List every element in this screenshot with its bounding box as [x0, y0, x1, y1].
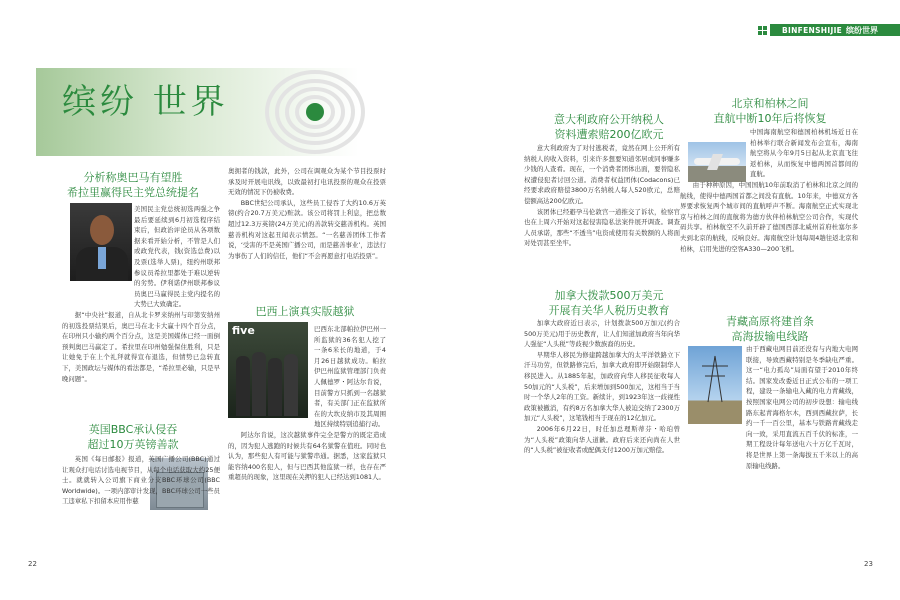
beijing-berlin-text	[680, 127, 858, 254]
canada-title	[514, 288, 704, 318]
obama-title-line1: 分析称奥巴马有望胜	[83, 171, 183, 184]
five-paragraph-1: 巴西东北部帕拉伊巴州一所监狱的36名犯人挖了一条6米长的地道，于4月26日越狱成功。帕拉伊巴州监狱管理部门负责人佩德罗・阿达尔肯说，目前警方只抓到一名越狱者，有关部门正在监狱所在的大坎皮纳市及其周围地区持续特别追捕行动。	[314, 325, 386, 429]
tibet-title	[680, 314, 860, 344]
obama-title-line2: 希拉里赢得民主党总统提名	[67, 186, 199, 199]
header-squares	[758, 26, 768, 35]
banner-title: 缤纷 世界	[62, 82, 229, 122]
obama-paragraph-4: BBC世纪公司承认，这些员工侵吞了大约10.6万英镑(约合20.7万美元)赃款。该公司将罚上利息，把总数超过12.3万英镑(24万美元)的善款转交慈善机构。英国慈善机构对这起丑闻表示愤怒。“一名慈善团体工作者说，‘受害的不是英国广播公司，而是慈善事业’，违法行为事伤了人们的信任，他们“不会再愿意打电话投票”。	[228, 198, 386, 260]
canada-paragraph-3: 2006年6月22日，时任加总理斯蒂芬・哈珀曾为“人头税”政策向华人道歉。政府后来还向尚在人世的“人头税”被征收者或配偶支付1200万加元赔偿。	[524, 424, 680, 455]
bbc-title-line2: 超过10万英镑善款	[87, 438, 179, 451]
canada-paragraph-2: 早期华人移民为修建跨越加拿大的太平洋铁路立下汗马功劳，但铁路修完后，加拿大政府即开始限制华人移民进入。从1885年起，加政府向华人移民征收每人50加元的“人头税”，后来增加到500加元，这相当于当时一个华人2年的工资。新续计，到1923年这一歧视性政策被撤消，有约8万名加拿大华人被迫交纳了2300万加元“人头税”，这笔钱相当于现在的12亿加元。	[524, 350, 680, 423]
spiral-circles-icon	[235, 60, 365, 160]
italy-title-line2: 资料遭索赔200亿欧元	[554, 128, 664, 141]
page-number-right: 23	[864, 560, 873, 568]
obama-text	[62, 204, 220, 384]
obama-paragraph-1: 美国民主党总统初选两强之争最后要延续到6月初选程序结束后，但政治评论员从各项数据来看开始分析，不管是人们或政党代表，钱(资选总费)以及票(选举人票)，纽约州联邦参议员希拉里都处于难以逆转的劣势。伊利诺伊州联邦参议员奥巴马赢得民主党内提名的大势已大致确定。	[134, 205, 220, 309]
bbc-paragraph-1: 英国《每日邮报》报道，英国广播公司(BBC)通过让观众打电话讨选电视节目，从每个电话获取大约25便士。就就转入公司旗下商业分支BBC环球公司(BBC Worldwide)。一项内部审计发现，BBC环球公司一些员工违章私下扣留本应用作慈	[62, 455, 220, 506]
beijing-berlin-title	[680, 96, 860, 126]
five-text	[228, 324, 386, 483]
canada-title-line2: 开展有关华人税历史教育	[548, 304, 670, 317]
tibet-title-line2: 高海拔输电线路	[731, 330, 809, 343]
italy-title-line1: 意大利政府公开纳税人	[554, 113, 664, 126]
page-number-left: 22	[28, 560, 37, 568]
obama-paragraph-3: 奥拥者的钱款，此外，公司在调观众为某个节目投票时承及时开展电讯线，以致最初打电讯投票的观众在投票无效的情况下仍被收费。	[228, 167, 386, 197]
canada-title-line1: 加拿大拨款500万美元	[554, 289, 664, 302]
italy-paragraph-2: 该团体已经避孕马伦敦宫一道推交了诉状，检察官也在上周六开始对这起侵害隐私法案件展开调查。调查人员承诺，那些“不透当”电资成使用有关数额的人将面对处罚甚至坐牢。	[524, 207, 680, 248]
tibet-text	[680, 344, 858, 471]
tibet-title-line1: 青藏高原将建首条	[726, 315, 814, 328]
bbc-title	[38, 422, 228, 452]
canada-paragraph-1: 加拿大政府近日表示，计划拨款500万加元(约合500万美元)用于历史教育，让人们知道加政府当年向华人强征“人头税”等歧视少数族裔的历史。	[524, 319, 680, 349]
five-title: 巴西上演真实版越狱	[255, 305, 355, 318]
five-paragraph-2: 阿达尔肯说，这次越狱事件完全是警方的既定造成的，因为犯人逃跑的时候共有64名狱警在值班。同时也认为，那些犯人有可能与狱警串通。据悉，这家监狱只能容纳400名犯人，但与巴西其他监狱一样，也存在严重超员的现象，这里现在关押的犯人已经达到1081人。	[228, 430, 386, 482]
beijing-berlin-paragraph-1: 中国海南航空和德国柏林机场近日在柏林举行联合新闻发布会宣布，海南航空将从今年9月5日起从北京直飞往返柏林，从而恢复中德两国首都间的直航。	[750, 128, 858, 179]
obama-paragraph-2: 据“中央社”报道，自从北卡罗来纳州与印第安纳州的初选投票结果后，奥巴马在北卡大赢十四个百分点，在印州只小输约两个百分点，这是美国媒体已经一面倒预判奥巴马赢定了。希拉里在印州勉强保住胜利，只是让她免于在上个礼拜就得宣布退选，但情势已急转直下，美国政坛与媒体的看法都是，“希拉里必输，只是早晚问题”。	[62, 310, 220, 383]
bbc-text	[62, 454, 220, 507]
header-section: 缤纷世界	[846, 26, 878, 35]
tibet-paragraph-1: 由于西藏电网目前还没有与内地大电网联接，导致西藏特别是冬季缺电严重。这一“电力孤岛”局面有望于2010年终结。国家发改委近日正式公布的一项工程，建设一条输电入藏的电力青藏线，按照国家电网公司的初步设想：输电线路东起青海格尔木，西到西藏拉萨，长约一千一百公里，基本与铁路青藏线走向一致，采用直流五百千伏的标准，一期工程设计每年送电六十万亿千瓦时，将是世界上第一条海拔五千米以上的高原输电线路。	[746, 345, 858, 470]
bbc-title-line1: 英国BBC承认侵吞	[88, 423, 178, 436]
obama-continued	[228, 166, 386, 261]
italy-text	[524, 143, 680, 249]
obama-title	[38, 170, 228, 200]
five-photo-text: five	[232, 324, 255, 337]
italy-title	[514, 112, 704, 142]
beijing-berlin-title-line1: 北京和柏林之间	[731, 97, 809, 110]
beijing-berlin-paragraph-2: 由于种种原因，中国国航10年前取消了柏林和北京之间的航线，使得中德两国首都之间没有直航。10年来，中德双方各界要求恢复两个城市间的直航呼声不断。海南航空正式实现北京与柏林之间的直航将为德方伙伴柏林航空公司合作，实现代码共享。柏林航空不久前开辟了德国西部北威州首府杜塞尔多夫到北京的航线，反响良好。海南航空计划每周4趟往返北京和柏林，启用先进的空客A330—200飞机。	[680, 180, 858, 253]
canada-text	[524, 318, 680, 456]
beijing-berlin-title-line2: 直航中断10年后将恢复	[713, 112, 827, 125]
header-tag: BINFENSHIJIE	[782, 26, 843, 35]
italy-paragraph-1: 意大利政府为了对付逃税者，竟然在网上公开所有纳税人的收入资料，引来许多想要知道邻居或同事赚多少钱的人查看。现在，一个消费者团体出面，要替隐私权遭侵犯者讨回公道。消费者权益团体(Codacons)已经要求政府赔偿3800万名纳税人每人520欧元，总赔偿额高达200亿欧元。	[524, 144, 680, 205]
